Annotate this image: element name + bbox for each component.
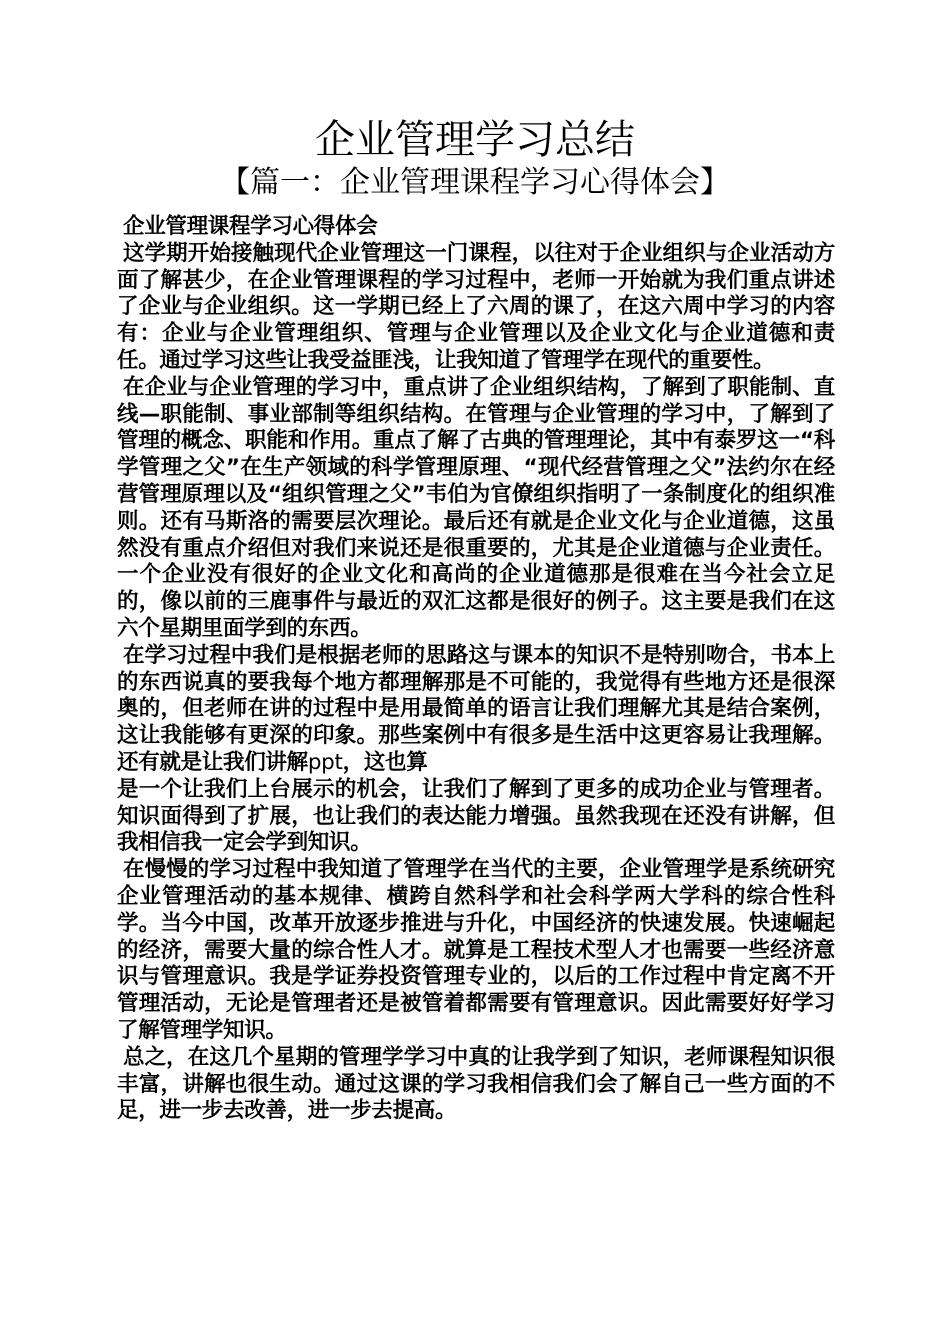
document-body bbox=[117, 214, 835, 1125]
paragraph-3-continuation: 是一个让我们上台展示的机会，让我们了解到了更多的成功企业与管理者。知识面得到了扩展，也让我们的表达能力增强。虽然我现在还没有讲解，但我相信我一定会学到知识。 bbox=[117, 776, 835, 856]
paragraph-1: 这学期开始接触现代企业管理这一门课程，以往对于企业组织与企业活动方面了解甚少，在企业管理课程的学习过程中，老师一开始就为我们重点讲述了企业与企业组织。这一学期已经上了六周的课了，在这六周中学习的内容有：企业与企业管理组织、管理与企业管理以及企业文化与企业道德和责任。通过学习这些让我受益匪浅，让我知道了管理学在现代的重要性。 bbox=[117, 240, 835, 373]
paragraph-2: 在企业与企业管理的学习中，重点讲了企业组织结构，了解到了职能制、直线—职能制、事业部制等组织结构。在管理与企业管理的学习中，了解到了管理的概念、职能和作用。重点了解了古典的管理理论，其中有泰罗这一“科学管理之父”在生产领域的科学管理原理、“现代经营管理之父”法约尔在经营管理原理以及“组织管理之父”韦伯为官僚组织指明了一条制度化的组织准则。还有马斯洛的需要层次理论。最后还有就是企业文化与企业道德，这虽然没有重点介绍但对我们来说还是很重要的，尤其是企业道德与企业责任。一个企业没有很好的企业文化和高尚的企业道德那是很难在当今社会立足的，像以前的三鹿事件与最近的双汇这都是很好的例子。这主要是我们在这六个星期里面学到的东西。 bbox=[117, 374, 835, 641]
document-title: 企业管理学习总结 bbox=[315, 117, 635, 163]
paragraph-3 bbox=[117, 643, 835, 857]
paragraph-4: 在慢慢的学习过程中我知道了管理学在当代的主要，企业管理学是系统研究企业管理活动的基本规律、横跨自然科学和社会科学两大学科的综合性科学。当今中国，改革开放逐步推进与升化，中国经济的快速发展。快速崛起的经济，需要大量的综合性人才。就算是工程技术型人才也需要一些经济意识与管理意识。我是学证券投资管理专业的，以后的工作过程中肯定离不开管理活动，无论是管理者还是被管着都需要有管理意识。因此需要好好学习了解管理学知识。 bbox=[117, 857, 835, 1043]
document-subtitle: 【篇一：企业管理课程学习心得体会】 bbox=[220, 165, 730, 200]
paragraph-5: 总之，在这几个星期的管理学学习中真的让我学到了知识，老师课程知识很丰富，讲解也很生动。通过这课的学习我相信我们会了解自己一些方面的不足，进一步去改善，进一步去提高。 bbox=[117, 1044, 835, 1124]
paragraph-3-text: 在学习过程中我们是根据老师的思路这与课本的知识不是特别吻合，书本上的东西说真的要我每个地方都理解那是不可能的，我觉得有些地方还是很深奥的，但老师在讲的过程中是用最简单的语言让我们理解尤其是结合案例，这让我能够有更深的印象。那些案例中有很多是生活中这更容易让我理解。还有就是让我们讲解 bbox=[117, 642, 835, 775]
paragraph-3-line-tail: ，这也算 bbox=[342, 749, 428, 775]
ppt-text: ppt bbox=[307, 749, 343, 775]
section-heading: 企业管理课程学习心得体会 bbox=[123, 214, 378, 239]
